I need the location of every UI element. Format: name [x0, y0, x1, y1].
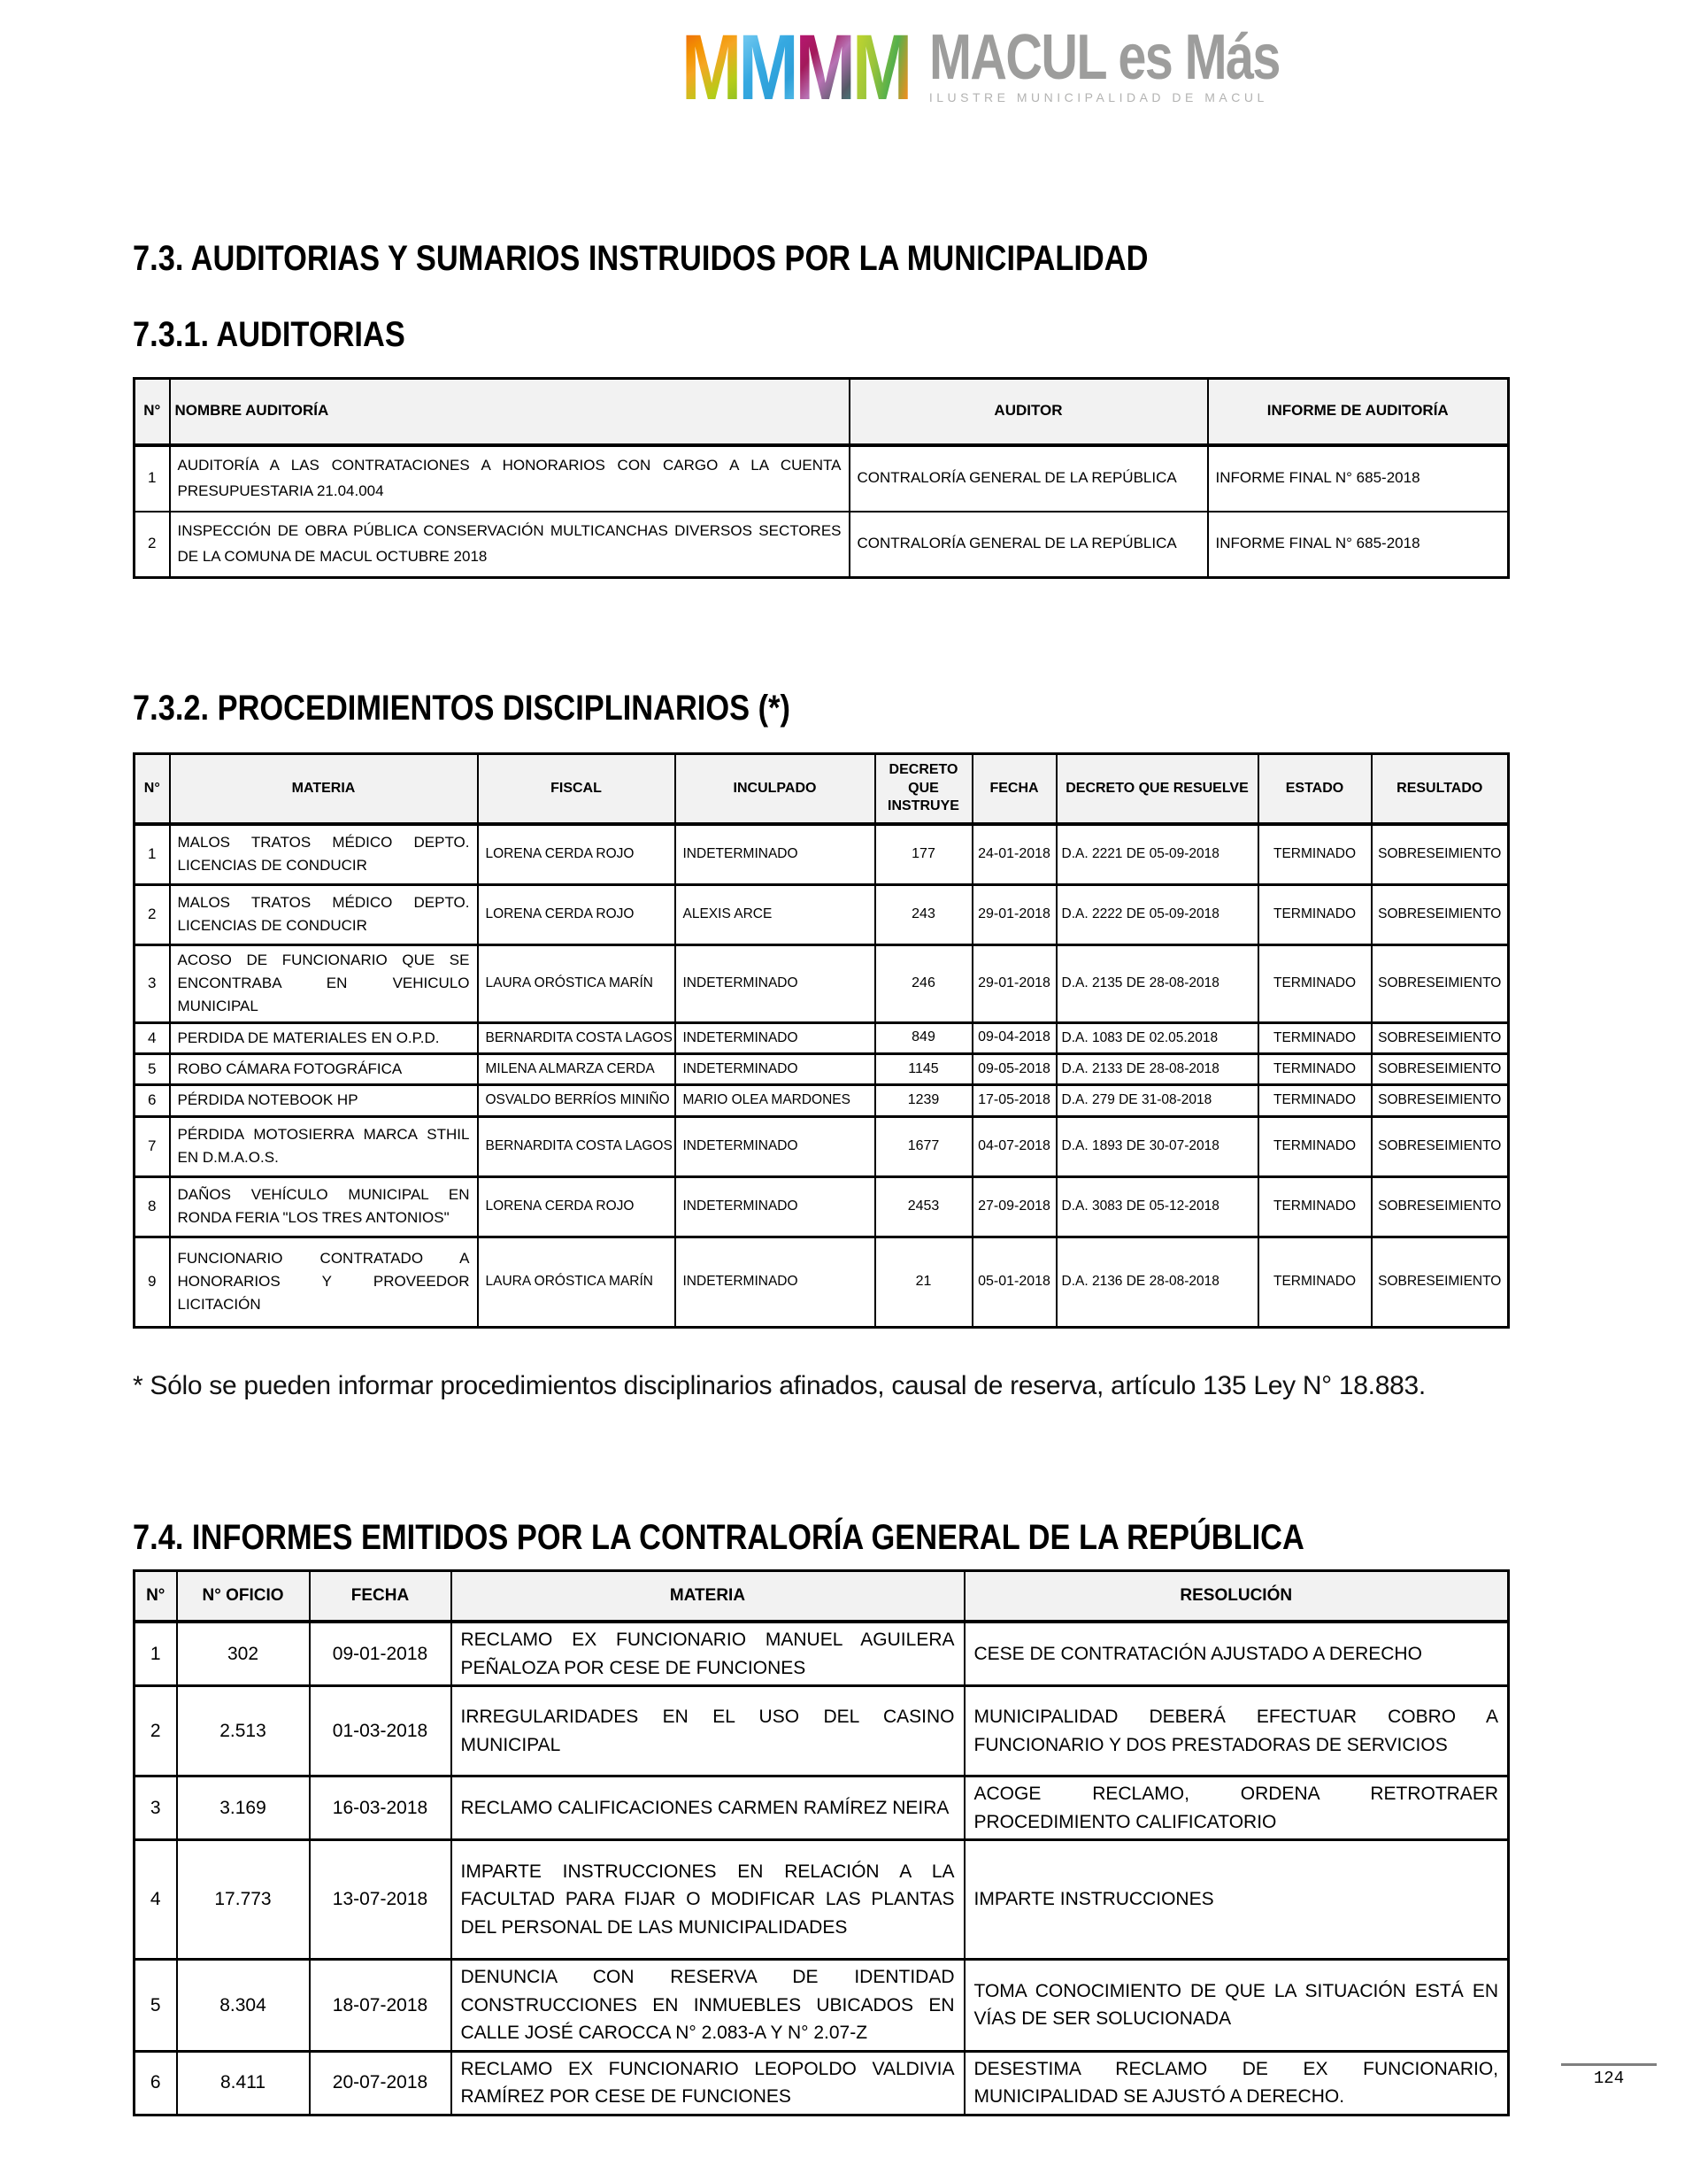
table-cell: SOBRESEIMIENTO	[1372, 1053, 1509, 1084]
table-cell: LAURA ORÓSTICA MARÍN	[478, 944, 675, 1022]
table-cell: 09-05-2018	[973, 1053, 1057, 1084]
table-cell: OSVALDO BERRÍOS MINIÑO	[478, 1085, 675, 1116]
table-header-row	[135, 1571, 1509, 1622]
section-title-7-4-text: 7.4. INFORMES EMITIDOS POR LA CONTRALORÍA GENERAL DE LA REPÚBLICA	[133, 1518, 1304, 1558]
table-row	[135, 1085, 1509, 1116]
table-cell: 2.513	[177, 1686, 310, 1776]
table-cell: RECLAMO EX FUNCIONARIO LEOPOLDO VALDIVIA RAMÍREZ POR CESE DE FUNCIONES	[451, 2051, 965, 2115]
table-cell: 13-07-2018	[310, 1840, 451, 1960]
col-header-informe: INFORME DE AUDITORÍA	[1208, 379, 1509, 445]
logo-m3-icon: M	[795, 16, 852, 120]
municipality-logo	[681, 16, 1367, 120]
table-cell: 8.411	[177, 2051, 310, 2115]
table-cell: TERMINADO	[1258, 1176, 1372, 1237]
col-header-fecha: FECHA	[973, 754, 1057, 825]
table-cell: 2	[135, 884, 170, 944]
table-cell: TERMINADO	[1258, 1085, 1372, 1116]
table-cell: 6	[135, 2051, 177, 2115]
table-cell: INFORME FINAL N° 685-2018	[1208, 512, 1509, 578]
section-title-7-3-2-text: 7.3.2. PROCEDIMIENTOS DISCIPLINARIOS (*)	[133, 689, 790, 728]
table-row	[135, 512, 1509, 578]
table-cell: 2	[135, 512, 170, 578]
table-cell: 05-01-2018	[973, 1237, 1057, 1327]
table-header-row	[135, 379, 1509, 445]
section-title-7-3-text: 7.3. AUDITORIAS Y SUMARIOS INSTRUIDOS POR LA MUNICIPALIDAD	[133, 239, 1149, 278]
logo-m-letters	[681, 16, 910, 120]
table-cell: INDETERMINADO	[675, 824, 875, 884]
table-cell: SOBRESEIMIENTO	[1372, 1085, 1509, 1116]
table-header-row	[135, 754, 1509, 825]
table-cell: PERDIDA DE MATERIALES EN O.P.D.	[170, 1022, 478, 1053]
section-title-7-3-2	[133, 690, 1507, 726]
page-number: 124	[1593, 2069, 1625, 2088]
table-cell: D.A. 1083 DE 02.05.2018	[1057, 1022, 1258, 1053]
table-cell: BERNARDITA COSTA LAGOS	[478, 1116, 675, 1176]
col-header-n: N°	[135, 1571, 177, 1622]
col-header-decreto-resuelve: DECRETO QUE RESUELVE	[1057, 754, 1258, 825]
col-header-estado: ESTADO	[1258, 754, 1372, 825]
table-cell: LORENA CERDA ROJO	[478, 824, 675, 884]
table-cell: SOBRESEIMIENTO	[1372, 1176, 1509, 1237]
table-cell: 177	[875, 824, 973, 884]
table-cell: D.A. 2222 DE 05-09-2018	[1057, 884, 1258, 944]
table-cell: TERMINADO	[1258, 1053, 1372, 1084]
table-cell: MARIO OLEA MARDONES	[675, 1085, 875, 1116]
table-cell: LORENA CERDA ROJO	[478, 1176, 675, 1237]
table-cell: ALEXIS ARCE	[675, 884, 875, 944]
table-row	[135, 1053, 1509, 1084]
table-cell: MILENA ALMARZA CERDA	[478, 1053, 675, 1084]
table-cell: 1	[135, 1622, 177, 1686]
table-row	[135, 1776, 1509, 1840]
table-row	[135, 944, 1509, 1022]
table-cell: 3.169	[177, 1776, 310, 1840]
table-cell: IMPARTE INSTRUCCIONES EN RELACIÓN A LA FACULTAD PARA FIJAR O MODIFICAR LAS PLANTAS DEL PERSONAL DE LAS MUNICIPALIDADES	[451, 1840, 965, 1960]
table-cell: SOBRESEIMIENTO	[1372, 824, 1509, 884]
table-cell: 09-01-2018	[310, 1622, 451, 1686]
table-cell: D.A. 3083 DE 05-12-2018	[1057, 1176, 1258, 1237]
table-row	[135, 884, 1509, 944]
table-cell: CONTRALORÍA GENERAL DE LA REPÚBLICA	[850, 512, 1208, 578]
col-header-resultado: RESULTADO	[1372, 754, 1509, 825]
table-row	[135, 2051, 1509, 2115]
page-content	[133, 0, 1507, 2116]
section-title-7-3	[133, 241, 1507, 276]
col-header-nombre-auditoria: NOMBRE AUDITORÍA	[170, 379, 850, 445]
table-cell: 09-04-2018	[973, 1022, 1057, 1053]
col-header-decreto-instruye: DECRETO QUE INSTRUYE	[875, 754, 973, 825]
logo-subtitle: ILUSTRE MUNICIPALIDAD DE MACUL	[928, 90, 1268, 105]
table-cell: SOBRESEIMIENTO	[1372, 1237, 1509, 1327]
logo-title: MACUL es Más	[928, 22, 1280, 93]
table-cell: D.A. 2133 DE 28-08-2018	[1057, 1053, 1258, 1084]
table-cell: FUNCIONARIO CONTRATADO A HONORARIOS Y PROVEEDOR LICITACIÓN	[170, 1237, 478, 1327]
table-cell: ACOGE RECLAMO, ORDENA RETROTRAER PROCEDIMIENTO CALIFICATORIO	[965, 1776, 1509, 1840]
table-cell: 18-07-2018	[310, 1960, 451, 2052]
table-cell: 9	[135, 1237, 170, 1327]
table-row	[135, 1686, 1509, 1776]
table-cell: TERMINADO	[1258, 944, 1372, 1022]
table-cell: 27-09-2018	[973, 1176, 1057, 1237]
audit-table	[133, 377, 1510, 579]
table-cell: D.A. 2221 DE 05-09-2018	[1057, 824, 1258, 884]
table-cell: RECLAMO CALIFICACIONES CARMEN RAMÍREZ NEIRA	[451, 1776, 965, 1840]
table-cell: INDETERMINADO	[675, 1022, 875, 1053]
table-cell: 2	[135, 1686, 177, 1776]
section-title-7-3-1-text: 7.3.1. AUDITORIAS	[133, 315, 405, 354]
table-cell: MALOS TRATOS MÉDICO DEPTO. LICENCIAS DE CONDUCIR	[170, 824, 478, 884]
table-cell: TOMA CONOCIMIENTO DE QUE LA SITUACIÓN ESTÁ EN VÍAS DE SER SOLUCIONADA	[965, 1960, 1509, 2052]
table-cell: 243	[875, 884, 973, 944]
table-cell: MUNICIPALIDAD DEBERÁ EFECTUAR COBRO A FUNCIONARIO Y DOS PRESTADORAS DE SERVICIOS	[965, 1686, 1509, 1776]
col-header-fecha: FECHA	[310, 1571, 451, 1622]
table-cell: 8.304	[177, 1960, 310, 2052]
col-header-n: N°	[135, 754, 170, 825]
table-cell: INFORME FINAL N° 685-2018	[1208, 445, 1509, 512]
table-cell: INDETERMINADO	[675, 1237, 875, 1327]
table-cell: 7	[135, 1116, 170, 1176]
table-cell: SOBRESEIMIENTO	[1372, 884, 1509, 944]
table-cell: DESESTIMA RECLAMO DE EX FUNCIONARIO, MUNICIPALIDAD SE AJUSTÓ A DERECHO.	[965, 2051, 1509, 2115]
table-cell: D.A. 279 DE 31-08-2018	[1057, 1085, 1258, 1116]
table-cell: 20-07-2018	[310, 2051, 451, 2115]
table-cell: 849	[875, 1022, 973, 1053]
logo-text-block	[928, 22, 1367, 105]
table-cell: 1677	[875, 1116, 973, 1176]
col-header-resolucion: RESOLUCIÓN	[965, 1571, 1509, 1622]
table-cell: SOBRESEIMIENTO	[1372, 1116, 1509, 1176]
table-row	[135, 824, 1509, 884]
table-cell: LORENA CERDA ROJO	[478, 884, 675, 944]
table-cell: 29-01-2018	[973, 884, 1057, 944]
table-cell: 246	[875, 944, 973, 1022]
table-cell: INDETERMINADO	[675, 1053, 875, 1084]
table-cell: PÉRDIDA MOTOSIERRA MARCA STHIL EN D.M.A.O.S.	[170, 1116, 478, 1176]
col-header-auditor: AUDITOR	[850, 379, 1208, 445]
table-cell: 302	[177, 1622, 310, 1686]
table-cell: TERMINADO	[1258, 824, 1372, 884]
table-cell: TERMINADO	[1258, 1116, 1372, 1176]
table-cell: 4	[135, 1022, 170, 1053]
table-cell: 21	[875, 1237, 973, 1327]
table-cell: 04-07-2018	[973, 1116, 1057, 1176]
table-cell: 1	[135, 445, 170, 512]
table-cell: LAURA ORÓSTICA MARÍN	[478, 1237, 675, 1327]
table-row	[135, 445, 1509, 512]
table-cell: 17.773	[177, 1840, 310, 1960]
footnote-text: * Sólo se pueden informar procedimientos disciplinarios afinados, causal de reserva, artículo 135 Ley N° 18.883.	[133, 1370, 1426, 1400]
logo-m1-icon: M	[681, 16, 739, 120]
logo-m2-icon: M	[738, 16, 796, 120]
table-cell: CESE DE CONTRATACIÓN AJUSTADO A DERECHO	[965, 1622, 1509, 1686]
table-row	[135, 1022, 1509, 1053]
table-cell: TERMINADO	[1258, 884, 1372, 944]
table-row	[135, 1960, 1509, 2052]
table-row	[135, 1840, 1509, 1960]
table-row	[135, 1116, 1509, 1176]
table-cell: TERMINADO	[1258, 1237, 1372, 1327]
table-cell: 1145	[875, 1053, 973, 1084]
table-cell: TERMINADO	[1258, 1022, 1372, 1053]
table-cell: 8	[135, 1176, 170, 1237]
table-cell: SOBRESEIMIENTO	[1372, 1022, 1509, 1053]
disciplinary-table	[133, 752, 1510, 1329]
table-cell: 29-01-2018	[973, 944, 1057, 1022]
table-cell: IRREGULARIDADES EN EL USO DEL CASINO MUNICIPAL	[451, 1686, 965, 1776]
col-header-fiscal: FISCAL	[478, 754, 675, 825]
table-cell: AUDITORÍA A LAS CONTRATACIONES A HONORARIOS CON CARGO A LA CUENTA PRESUPUESTARIA 21.04.004	[170, 445, 850, 512]
table-cell: 17-05-2018	[973, 1085, 1057, 1116]
table-cell: BERNARDITA COSTA LAGOS	[478, 1022, 675, 1053]
page-footer	[1561, 2063, 1657, 2088]
contraloria-table	[133, 1569, 1510, 2116]
table-cell: 24-01-2018	[973, 824, 1057, 884]
table-cell: MALOS TRATOS MÉDICO DEPTO. LICENCIAS DE CONDUCIR	[170, 884, 478, 944]
col-header-n: N°	[135, 379, 170, 445]
table-row	[135, 1176, 1509, 1237]
table-cell: D.A. 1893 DE 30-07-2018	[1057, 1116, 1258, 1176]
table-cell: 1	[135, 824, 170, 884]
col-header-materia: MATERIA	[170, 754, 478, 825]
table-cell: RECLAMO EX FUNCIONARIO MANUEL AGUILERA PEÑALOZA POR CESE DE FUNCIONES	[451, 1622, 965, 1686]
table-cell: 5	[135, 1960, 177, 2052]
table-cell: DENUNCIA CON RESERVA DE IDENTIDAD CONSTRUCCIONES EN INMUEBLES UBICADOS EN CALLE JOSÉ CAROCCA N° 2.083-A Y N° 2.07-Z	[451, 1960, 965, 2052]
table-cell: 3	[135, 1776, 177, 1840]
table-cell: D.A. 2135 DE 28-08-2018	[1057, 944, 1258, 1022]
table-cell: INDETERMINADO	[675, 1176, 875, 1237]
table-cell: ACOSO DE FUNCIONARIO QUE SE ENCONTRABA EN VEHICULO MUNICIPAL	[170, 944, 478, 1022]
table-cell: CONTRALORÍA GENERAL DE LA REPÚBLICA	[850, 445, 1208, 512]
table-row	[135, 1622, 1509, 1686]
col-header-oficio: N° OFICIO	[177, 1571, 310, 1622]
table-cell: SOBRESEIMIENTO	[1372, 944, 1509, 1022]
table-cell: INDETERMINADO	[675, 944, 875, 1022]
table-cell: IMPARTE INSTRUCCIONES	[965, 1840, 1509, 1960]
footer-rule	[1561, 2063, 1657, 2066]
table-cell: INDETERMINADO	[675, 1116, 875, 1176]
table-cell: 4	[135, 1840, 177, 1960]
table-cell: 6	[135, 1085, 170, 1116]
table-cell: ROBO CÁMARA FOTOGRÁFICA	[170, 1053, 478, 1084]
col-header-inculpado: INCULPADO	[675, 754, 875, 825]
section-title-7-4	[133, 1518, 1507, 1558]
table-cell: DAÑOS VEHÍCULO MUNICIPAL EN RONDA FERIA "LOS TRES ANTONIOS"	[170, 1176, 478, 1237]
table-cell: 16-03-2018	[310, 1776, 451, 1840]
section-title-7-3-1	[133, 317, 1507, 352]
table-cell: 2453	[875, 1176, 973, 1237]
table-cell: INSPECCIÓN DE OBRA PÚBLICA CONSERVACIÓN MULTICANCHAS DIVERSOS SECTORES DE LA COMUNA DE MACUL OCTUBRE 2018	[170, 512, 850, 578]
table-row	[135, 1237, 1509, 1327]
table-cell: D.A. 2136 DE 28-08-2018	[1057, 1237, 1258, 1327]
table-cell: PÉRDIDA NOTEBOOK HP	[170, 1085, 478, 1116]
table-cell: 5	[135, 1053, 170, 1084]
logo-m4-icon: M	[851, 16, 910, 120]
col-header-materia: MATERIA	[451, 1571, 965, 1622]
table-cell: 01-03-2018	[310, 1686, 451, 1776]
table-cell: 1239	[875, 1085, 973, 1116]
table-cell: 3	[135, 944, 170, 1022]
